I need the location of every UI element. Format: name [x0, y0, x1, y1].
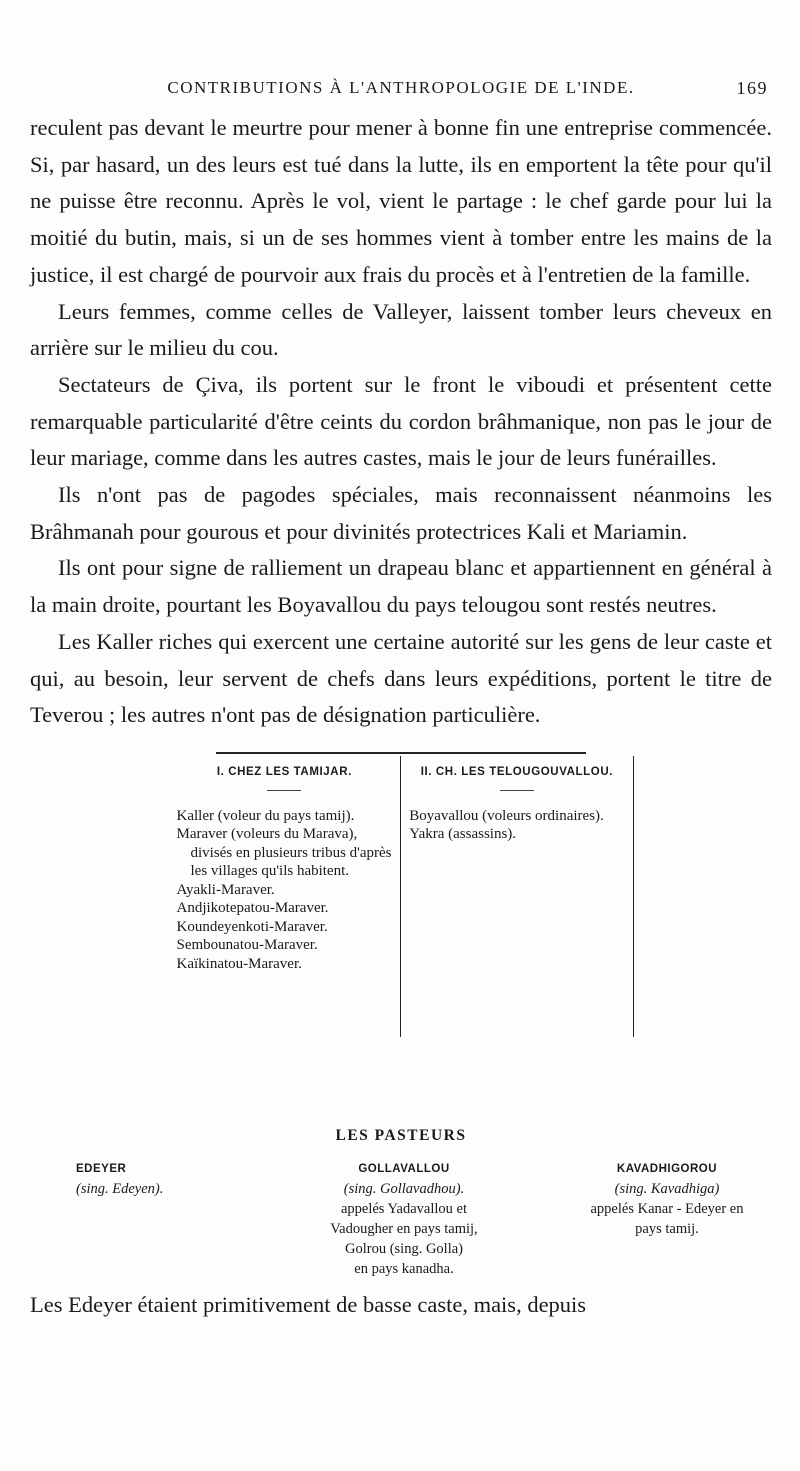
running-title: CONTRIBUTIONS À L'ANTHROPOLOGIE DE L'INDE.	[167, 78, 635, 97]
gollavallou-column	[279, 1159, 529, 1279]
telougouvallou-list	[409, 807, 624, 1037]
caste-name: EDEYER	[76, 1162, 127, 1175]
caste-singular: (sing. Edeyen).	[76, 1180, 164, 1197]
edeyer-column	[30, 1159, 246, 1279]
list-item: Maraver (voleurs du Marava), divisés en plusieurs tribus d'après les villages qu'ils habitent.	[176, 826, 392, 880]
telougouvallou-column	[401, 756, 633, 1037]
list-item: Yakra (assassins).	[409, 826, 517, 843]
caste-note-line: pays tamij.	[635, 1220, 699, 1237]
paragraph: Ils ont pour signe de ralliement un drapeau blanc et appartiennent en général à la main droite, pourtant les Boyavallou du pays telougou sont restés neutres.	[30, 555, 772, 618]
caste-name: GOLLAVALLOU	[358, 1162, 450, 1175]
list-item: Boyavallou (voleurs ordinaires).	[409, 807, 604, 824]
pasteurs-title: LES PASTEURS	[335, 1126, 467, 1144]
section-rule	[216, 752, 586, 754]
column-dash	[500, 790, 534, 791]
list-item: Sembounatou-Maraver.	[176, 937, 318, 954]
telougouvallou-title: II. CH. LES TELOUGOUVALLOU.	[420, 765, 614, 778]
tamijar-column	[169, 756, 401, 1037]
caste-name: KAVADHIGOROU	[616, 1162, 718, 1175]
caste-note-line: appelés Yadavallou et	[340, 1200, 468, 1217]
paragraph: Ils n'ont pas de pagodes spéciales, mais reconnaissent néanmoins les Brâhmanah pour gourous et pour divinités protectrices Kali et Mariamin.	[30, 482, 772, 544]
list-item: Andjikotepatou-Maraver.	[176, 900, 329, 917]
list-item: Ayakli-Maraver.	[176, 881, 275, 898]
list-item: Koundeyenkoti-Maraver.	[176, 918, 328, 935]
running-header	[30, 70, 772, 106]
kavadhigorou-column	[562, 1159, 772, 1279]
pasteurs-columns	[30, 1159, 772, 1279]
caste-singular: (sing. Gollavadhou).	[343, 1180, 465, 1197]
caste-note-line: en pays kanadha.	[354, 1260, 454, 1277]
tamijar-list	[177, 807, 393, 1037]
list-item: Kaller (voleur du pays tamij).	[176, 807, 355, 824]
classification-table	[169, 756, 634, 1037]
page-number: 169	[736, 78, 768, 98]
paragraph: Les Kaller riches qui exercent une certaine autorité sur les gens de leur caste et qui, au besoin, leur servent de chefs dans leurs expéditions, portent le titre de Teverou ; les autres n'ont pas de désignation particulière.	[30, 628, 772, 728]
caste-note-line: appelés Kanar - Edeyer en	[590, 1200, 744, 1217]
page	[30, 70, 772, 1321]
caste-note-line: Golrou (sing. Golla)	[345, 1240, 463, 1257]
body-text	[30, 110, 772, 734]
caste-singular: (sing. Kavadhiga)	[614, 1180, 720, 1197]
paragraph: Sectateurs de Çiva, ils portent sur le front le viboudi et présentent cette remarquable particularité d'être ceints du cordon brâhmanique, non pas le jour de leur mariage, comme dans les autres castes, mais le jour de leurs funérailles.	[30, 371, 772, 471]
paragraph: reculent pas devant le meurtre pour mener à bonne fin une entreprise commencée. Si, par hasard, un des leurs est tué dans la lutte, ils en emportent la tête pour qu'il ne puisse être reconnu. Après le vol, vient le partage : le chef garde pour lui la moitié du butin, mais, si un de ses hommes vient à tomber entre les mains de la justice, il est chargé de pourvoir aux frais du procès et à l'entretien de la famille.	[30, 115, 772, 287]
caste-note-line: Vadougher en pays tamij,	[330, 1220, 478, 1237]
column-dash	[267, 790, 301, 791]
paragraph: Leurs femmes, comme celles de Valleyer, laissent tomber leurs cheveux en arrière sur le milieu du cou.	[30, 298, 772, 361]
final-line: Les Edeyer étaient primitivement de basse caste, mais, depuis	[30, 1291, 587, 1317]
list-item: Kaïkinatou-Maraver.	[176, 955, 302, 972]
tamijar-title: I. CHEZ LES TAMIJAR.	[216, 765, 352, 778]
